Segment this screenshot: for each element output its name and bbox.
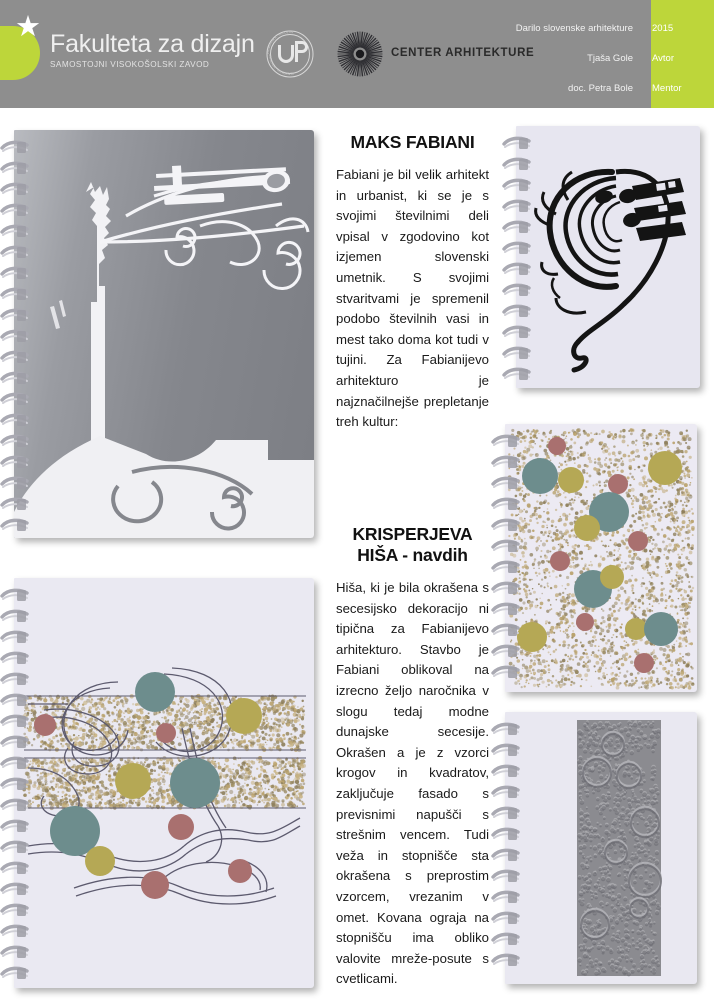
header-meta (490, 0, 714, 108)
notebook-cover-artwork (505, 424, 697, 692)
svg-text:UNIVERZA · UNIVERSITA: UNIVERZA · UNIVERSITA (267, 53, 295, 77)
section-body: Hiša, ki je bila okrašena s secesijsko dekoracijo ni tipična za Fabianijevo arhitekturo. Stavbo je Fabiani oblikoval na izrecno željo naročnika v slogu tedaj modne dunajske secesije. Okrašen a je z vzorci krogov in kvadratov, zaključuje fasado s previsnimi napušči s strešnim vencem. Tudi veža in stopnišče sta okrašena s preprostim vzorcem, vrezanim v omet. Kovana ograja na stopnišču ima obliko valovite mreže-posute s cvetlicami. (336, 580, 489, 987)
center-arhitekture-starburst-icon (336, 30, 384, 78)
meta-label-author-name: Tjaša Gole (587, 52, 633, 64)
page-header (0, 0, 714, 108)
notebook-cover-artwork (516, 126, 700, 388)
faculty-subtitle: SAMOSTOJNI VISOKOŠOLSKI ZAVOD (50, 60, 210, 69)
notebook-cover-artwork (14, 578, 314, 988)
section-heading: MAKS FABIANI (350, 132, 475, 152)
meta-row-author (490, 48, 714, 68)
notebook-stipple-vertical-dots (505, 424, 697, 692)
university-seal-icon (262, 26, 318, 82)
section-heading: KRISPERJEVA HIŠA - navdih (352, 524, 473, 565)
center-arhitekture-label: CENTER ARHITEKTURE (391, 47, 535, 59)
article-section-krisperjeva-hisa (336, 524, 489, 990)
article-section-maks-fabiani (336, 132, 489, 433)
meta-row-year (490, 18, 714, 38)
meta-label-mentor-name: doc. Petra Bole (568, 82, 633, 94)
notebook-cover-artwork (14, 130, 314, 538)
faculty-name: Fakulteta za dizajn (50, 30, 255, 58)
meta-row-mentor (490, 78, 714, 98)
section-body: Fabiani je bil velik arhitekt in urbanist, ki se je s svojimi številnimi deli vpisal v zgodovino kot izjemen slovenski umetnik. S svojimi stvaritvami je spremenil podobo številnih vasi in mest tako doma kot tudi v tujini. Za Fabianijevo arhitekturo je najznačilnejše prepletanje treh kultur: (336, 167, 489, 430)
svg-text:PRIMORSKA · FACULTIS: PRIMORSKA · FACULTIS (265, 29, 294, 55)
meta-value-mentor-role: Mentor (652, 82, 682, 94)
notebook-brush-sketch (516, 126, 700, 388)
meta-value-year: 2015 (652, 22, 674, 34)
meta-label-project: Darilo slovenske arhitekture (515, 22, 633, 34)
star-icon: ★ (15, 11, 41, 43)
notebook-ironwork-grey (14, 130, 314, 538)
faculty-identity (50, 30, 270, 69)
notebook-cover-artwork (505, 712, 697, 984)
notebook-embossed-grey-band (505, 712, 697, 984)
notebook-stipple-horizontal-lines (14, 578, 314, 988)
meta-value-author-role: Avtor (652, 52, 675, 64)
